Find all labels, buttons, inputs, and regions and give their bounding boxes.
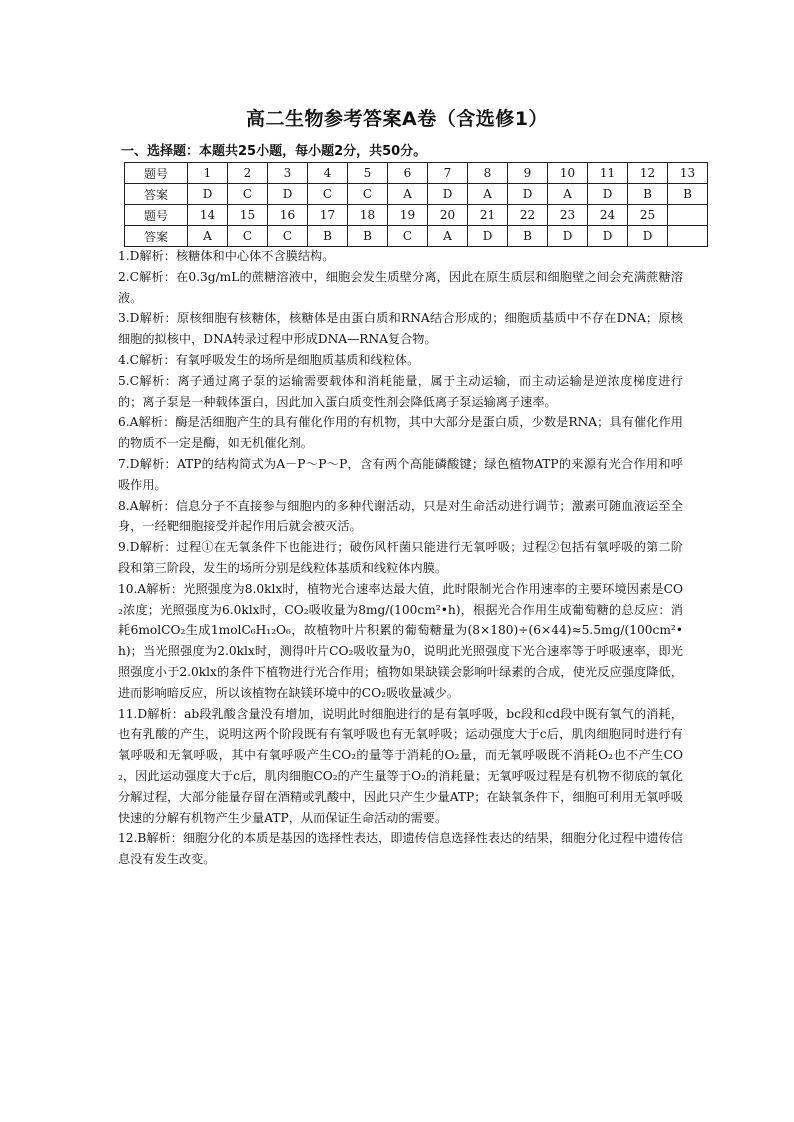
table-cell: 6 xyxy=(388,163,428,184)
table-cell: D xyxy=(628,226,668,247)
table-cell: C xyxy=(348,184,388,205)
table-cell: B xyxy=(308,226,348,247)
table-cell: 23 xyxy=(548,205,588,226)
section-heading: 一、选择题：本题共25小题，每小题2分，共50分。 xyxy=(121,144,427,159)
explanation-item: 4.C解析：有氧呼吸发生的场所是细胞质基质和线粒体。 xyxy=(118,352,420,367)
table-cell xyxy=(668,205,708,226)
table-cell: D xyxy=(468,226,508,247)
table-cell: 17 xyxy=(308,205,348,226)
explanation-item: 3.D解析：原核细胞有核糖体，核糖体是由蛋白质和RNA结合形成的；细胞质基质中不存在DNA；原核细胞的拟核中，DNA转录过程中形成DNA—RNA复合物。 xyxy=(118,311,683,347)
table-cell: 10 xyxy=(548,163,588,184)
table-row-header: 题号 xyxy=(125,163,188,184)
table-cell: 1 xyxy=(188,163,228,184)
table-cell: C xyxy=(308,184,348,205)
table-cell: A xyxy=(548,184,588,205)
table-cell: D xyxy=(268,184,308,205)
table-cell: A xyxy=(468,184,508,205)
table-cell: 2 xyxy=(228,163,268,184)
table-cell: B xyxy=(508,226,548,247)
table-cell: 5 xyxy=(348,163,388,184)
table-cell: 20 xyxy=(428,205,468,226)
explanation-item: 1.D解析：核糖体和中心体不含膜结构。 xyxy=(118,249,335,263)
table-cell: 18 xyxy=(348,205,388,226)
table-cell: 12 xyxy=(628,163,668,184)
table-cell: 22 xyxy=(508,205,548,226)
explanation-item: 5.C解析：离子通过离子泵的运输需要载体和消耗能量，属于主动运输，而主动运输是逆浓度梯度进行的；离子泵是一种载体蛋白，因此加入蛋白质变性剂会降低离子泵运输离子速率。 xyxy=(118,373,683,409)
table-cell: 7 xyxy=(428,163,468,184)
table-cell: 9 xyxy=(508,163,548,184)
table-cell: C xyxy=(228,184,268,205)
table-cell: D xyxy=(588,184,628,205)
table-cell: 19 xyxy=(388,205,428,226)
page-title: 高二生物参考答案A卷（含选修1） xyxy=(246,108,548,130)
table-cell: D xyxy=(548,226,588,247)
answer-table xyxy=(124,162,708,247)
table-cell: 8 xyxy=(468,163,508,184)
explanation-item: 11.D解析：ab段乳酸含量没有增加，说明此时细胞进行的是有氧呼吸，bc段和cd段中既有氧气的消耗，也有乳酸的产生，说明这两个阶段既有有氧呼吸也有无氧呼吸；运动强度大于c后，肌肉细胞同时进行有氧呼吸和无氧呼吸，其中有氧呼吸产生CO₂的量等于消耗的O₂量，而无氧呼吸既不消耗O₂也不产生CO₂，因此运动强度大于c后，肌肉细胞CO₂的产生量等于O₂的消耗量；无氧呼吸过程是有机物不彻底的氧化分解过程，大部分能量存留在酒精或乳酸中，因此只产生少量ATP；在缺氧条件下，细胞可利用无氧呼吸快速的分解有机物产生少量ATP，从而保证生命活动的需要。 xyxy=(118,706,683,825)
table-cell xyxy=(668,226,708,247)
table-cell: 25 xyxy=(628,205,668,226)
table-cell: D xyxy=(508,184,548,205)
table-row xyxy=(125,205,708,226)
explanation-item: 7.D解析：ATP的结构简式为A－P～P～P，含有两个高能磷酸键；绿色植物ATP的来源有光合作用和呼吸作用。 xyxy=(118,456,683,492)
table-cell: B xyxy=(348,226,388,247)
table-cell: 15 xyxy=(228,205,268,226)
explanation-item: 6.A解析：酶是活细胞产生的具有催化作用的有机物，其中大部分是蛋白质，少数是RNA；具有催化作用的物质不一定是酶，如无机催化剂。 xyxy=(118,415,683,451)
table-cell: A xyxy=(388,184,428,205)
table-row xyxy=(125,226,708,247)
table-row xyxy=(125,163,708,184)
table-cell: 4 xyxy=(308,163,348,184)
explanations xyxy=(118,246,683,870)
explanation-item: 8.A解析：信息分子不直接参与细胞内的多种代谢活动，只是对生命活动进行调节；激素可随血液运至全身，一经靶细胞接受并起作用后就会被灭活。 xyxy=(118,498,683,534)
table-cell: D xyxy=(428,184,468,205)
table-cell: 11 xyxy=(588,163,628,184)
table-cell: D xyxy=(588,226,628,247)
explanation-item: 9.D解析：过程①在无氧条件下也能进行；破伤风杆菌只能进行无氧呼吸；过程②包括有氧呼吸的第二阶段和第三阶段，发生的场所分别是线粒体基质和线粒体内膜。 xyxy=(118,540,683,575)
table-cell: C xyxy=(268,226,308,247)
table-row xyxy=(125,184,708,205)
table-cell: B xyxy=(628,184,668,205)
table-cell: 14 xyxy=(188,205,228,226)
explanation-item: 12.B解析：细胞分化的本质是基因的选择性表达，即遗传信息选择性表达的结果，细胞分化过程中遗传信息没有发生改变。 xyxy=(118,831,683,867)
table-cell: C xyxy=(388,226,428,247)
table-cell: 21 xyxy=(468,205,508,226)
table-row-header: 题号 xyxy=(125,205,188,226)
table-cell: 13 xyxy=(668,163,708,184)
explanation-item: 2.C解析：在0.3g/mL的蔗糖溶液中，细胞会发生质壁分离，因此在原生质层和细胞壁之间会充满蔗糖溶液。 xyxy=(118,269,683,305)
explanation-item: 10.A解析：光照强度为8.0klx时，植物光合速率达最大值，此时限制光合作用速率的主要环境因素是CO₂浓度；光照强度为6.0klx时，CO₂吸收量为8mg/(100cm²•h)，根据光合作用生成葡萄糖的总反应：消耗6molCO₂生成1molC₆H₁₂O₆，故植物叶片积累的葡萄糖量为(8×180)÷(6×44)≈5.5mg/(100cm²•h)；当光照强度为2.0klx时，测得叶片CO₂吸收量为0，说明此光照强度下光合速率等于呼吸速率，即光照强度小于2.0klx的条件下植物进行光合作用；植物如果缺镁会影响叶绿素的合成，使光反应强度降低，进而影响暗反应，所以该植物在缺镁环境中的CO₂吸收量减少。 xyxy=(118,581,683,700)
table-cell: C xyxy=(228,226,268,247)
table-cell: B xyxy=(668,184,708,205)
table-cell: A xyxy=(188,226,228,247)
table-cell: A xyxy=(428,226,468,247)
table-cell: 24 xyxy=(588,205,628,226)
table-row-header: 答案 xyxy=(125,184,188,205)
table-cell: 3 xyxy=(268,163,308,184)
table-cell: D xyxy=(188,184,228,205)
table-cell: 16 xyxy=(268,205,308,226)
table-row-header: 答案 xyxy=(125,226,188,247)
